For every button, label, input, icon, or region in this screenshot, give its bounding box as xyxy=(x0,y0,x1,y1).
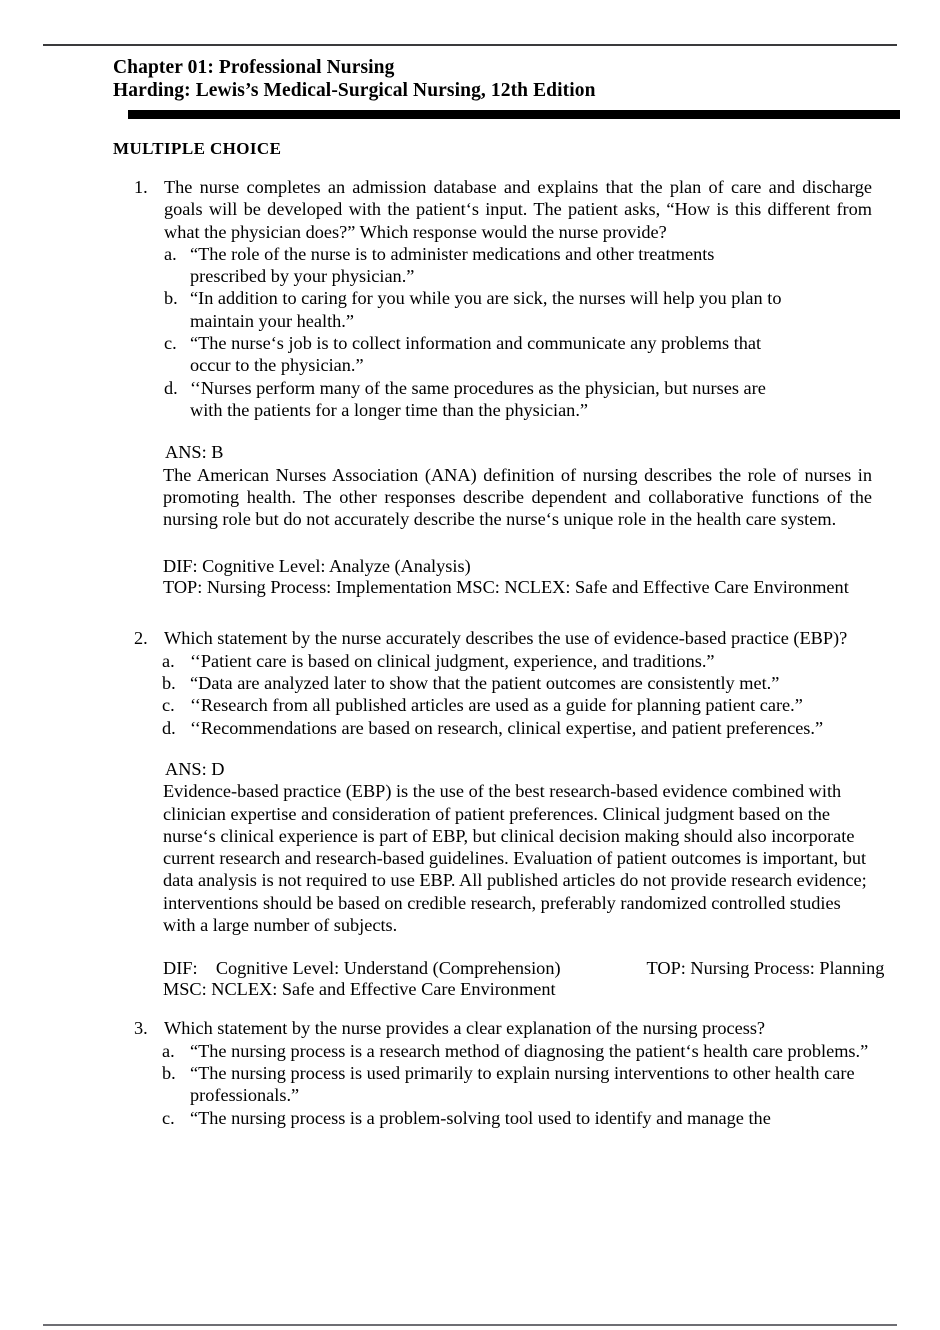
option-letter: d. xyxy=(164,377,178,398)
option-letter: a. xyxy=(162,1040,175,1061)
question-2-options xyxy=(0,650,940,739)
question-2-stem-row xyxy=(0,627,940,649)
question-3-stem: Which statement by the nurse provides a clear explanation of the nursing process? xyxy=(164,1018,766,1039)
question-2-rationale: Evidence-based practice (EBP) is the use of the best research-based evidence combined with clinician expertise and consideration of patient preferences. Clinical judgment based on the nurse‘s clinical experience is part of EBP, but clinical decision making should also incorporate current research and research-based guidelines. Evaluation of patient outcomes is important, but data analysis is not required to use EBP. All published articles do not provide research evidence; interventions should be based on credible research, preferably randomized controlled studies with a large number of subjects. xyxy=(163,781,867,936)
option-letter: c. xyxy=(164,333,177,354)
question-1-metadata xyxy=(0,556,940,597)
question-block-1 xyxy=(0,176,940,597)
question-3-number: 3. xyxy=(134,1018,148,1039)
question-1-answer-label: ANS: B xyxy=(165,442,224,463)
question-2-answer-label: ANS: D xyxy=(165,758,225,779)
metadata-top-text: TOP: Nursing Process: Planning xyxy=(646,958,885,979)
option-text: “The nursing process is a research method of diagnosing the patient‘s health care problems.” xyxy=(190,1040,869,1061)
option-letter: a. xyxy=(164,243,177,264)
option-row[interactable] xyxy=(0,377,940,422)
option-letter: b. xyxy=(162,1062,176,1083)
chapter-title: Chapter 01: Professional Nursing xyxy=(113,57,395,78)
option-text: “The nurse‘s job is to collect information and communicate any problems that occur to the physician.” xyxy=(190,333,762,376)
questions-container xyxy=(0,176,940,1129)
question-block-3 xyxy=(0,1017,940,1128)
book-title: Harding: Lewis’s Medical-Surgical Nursing, 12th Edition xyxy=(113,80,596,101)
question-2-number: 2. xyxy=(134,628,148,649)
option-letter: c. xyxy=(162,695,175,716)
option-letter: b. xyxy=(162,673,176,694)
option-letter: c. xyxy=(162,1107,175,1128)
option-row[interactable] xyxy=(0,1040,940,1062)
option-text: “Data are analyzed later to show that the patient outcomes are consistently met.” xyxy=(190,673,780,694)
option-text: “The nursing process is a problem-solving tool used to identify and manage the xyxy=(190,1107,771,1128)
page-top-rule xyxy=(43,44,897,46)
question-3-options xyxy=(0,1040,940,1129)
option-text: ‘‘Recommendations are based on research, clinical expertise, and patient preferences.” xyxy=(190,717,824,738)
metadata-dif-text: DIF: Cognitive Level: Understand (Comprehension) xyxy=(163,958,561,979)
question-1-options xyxy=(0,243,940,421)
option-row[interactable] xyxy=(0,694,940,716)
question-2-metadata xyxy=(0,958,940,999)
metadata-top-msc-line: TOP: Nursing Process: Implementation MSC: NCLEX: Safe and Effective Care Environment xyxy=(163,576,849,597)
metadata-msc-line: MSC: NCLEX: Safe and Effective Care Environment xyxy=(163,978,556,999)
option-row[interactable] xyxy=(0,717,940,739)
section-title: MULTIPLE CHOICE xyxy=(113,139,282,158)
option-letter: d. xyxy=(162,717,176,738)
question-1-number: 1. xyxy=(134,177,148,197)
question-1-stem: The nurse completes an admission database and explains that the plan of care and discharge goals will be developed with the patient‘s input. The patient asks, “How is this different from what the physician does?” Which response would the nurse provide? xyxy=(164,177,872,242)
option-text: “In addition to caring for you while you are sick, the nurses will help you plan to maintain your health.” xyxy=(190,288,782,331)
option-text: “The nursing process is used primarily to explain nursing interventions to other health care professionals.” xyxy=(190,1062,855,1106)
option-row[interactable] xyxy=(0,243,940,288)
option-text: ‘‘Nurses perform many of the same procedures as the physician, but nurses are with the patients for a longer time than the physician.” xyxy=(190,377,766,420)
header-divider-bar xyxy=(128,110,900,119)
question-1-stem-row xyxy=(0,176,940,243)
question-2-stem: Which statement by the nurse accurately describes the use of evidence-based practice (EBP)? xyxy=(164,628,848,649)
option-row[interactable] xyxy=(0,1062,940,1107)
question-3-stem-row xyxy=(0,1017,940,1039)
question-block-2 xyxy=(0,627,940,999)
option-letter: b. xyxy=(164,288,178,309)
option-text: “The role of the nurse is to administer medications and other treatments prescribed by your physician.” xyxy=(190,243,715,287)
metadata-dif-top-line xyxy=(163,958,885,979)
metadata-dif-line: DIF: Cognitive Level: Analyze (Analysis) xyxy=(163,556,471,577)
option-row[interactable] xyxy=(0,332,940,377)
page-bottom-rule xyxy=(43,1324,897,1326)
option-row[interactable] xyxy=(0,1107,940,1129)
option-letter: a. xyxy=(162,650,175,671)
question-1-rationale: The American Nurses Association (ANA) definition of nursing describes the role of nurses in promoting health. The other responses describe dependent and collaborative functions of the nursing role but do not accurately describe the nurse‘s unique role in the health care system. xyxy=(163,464,872,530)
option-row[interactable] xyxy=(0,672,940,694)
option-row[interactable] xyxy=(0,650,940,672)
option-text: ‘‘Research from all published articles are used as a guide for planning patient care.” xyxy=(190,695,803,716)
document-header xyxy=(113,56,913,102)
option-text: ‘‘Patient care is based on clinical judgment, experience, and traditions.” xyxy=(190,650,715,671)
option-row[interactable] xyxy=(0,287,940,332)
